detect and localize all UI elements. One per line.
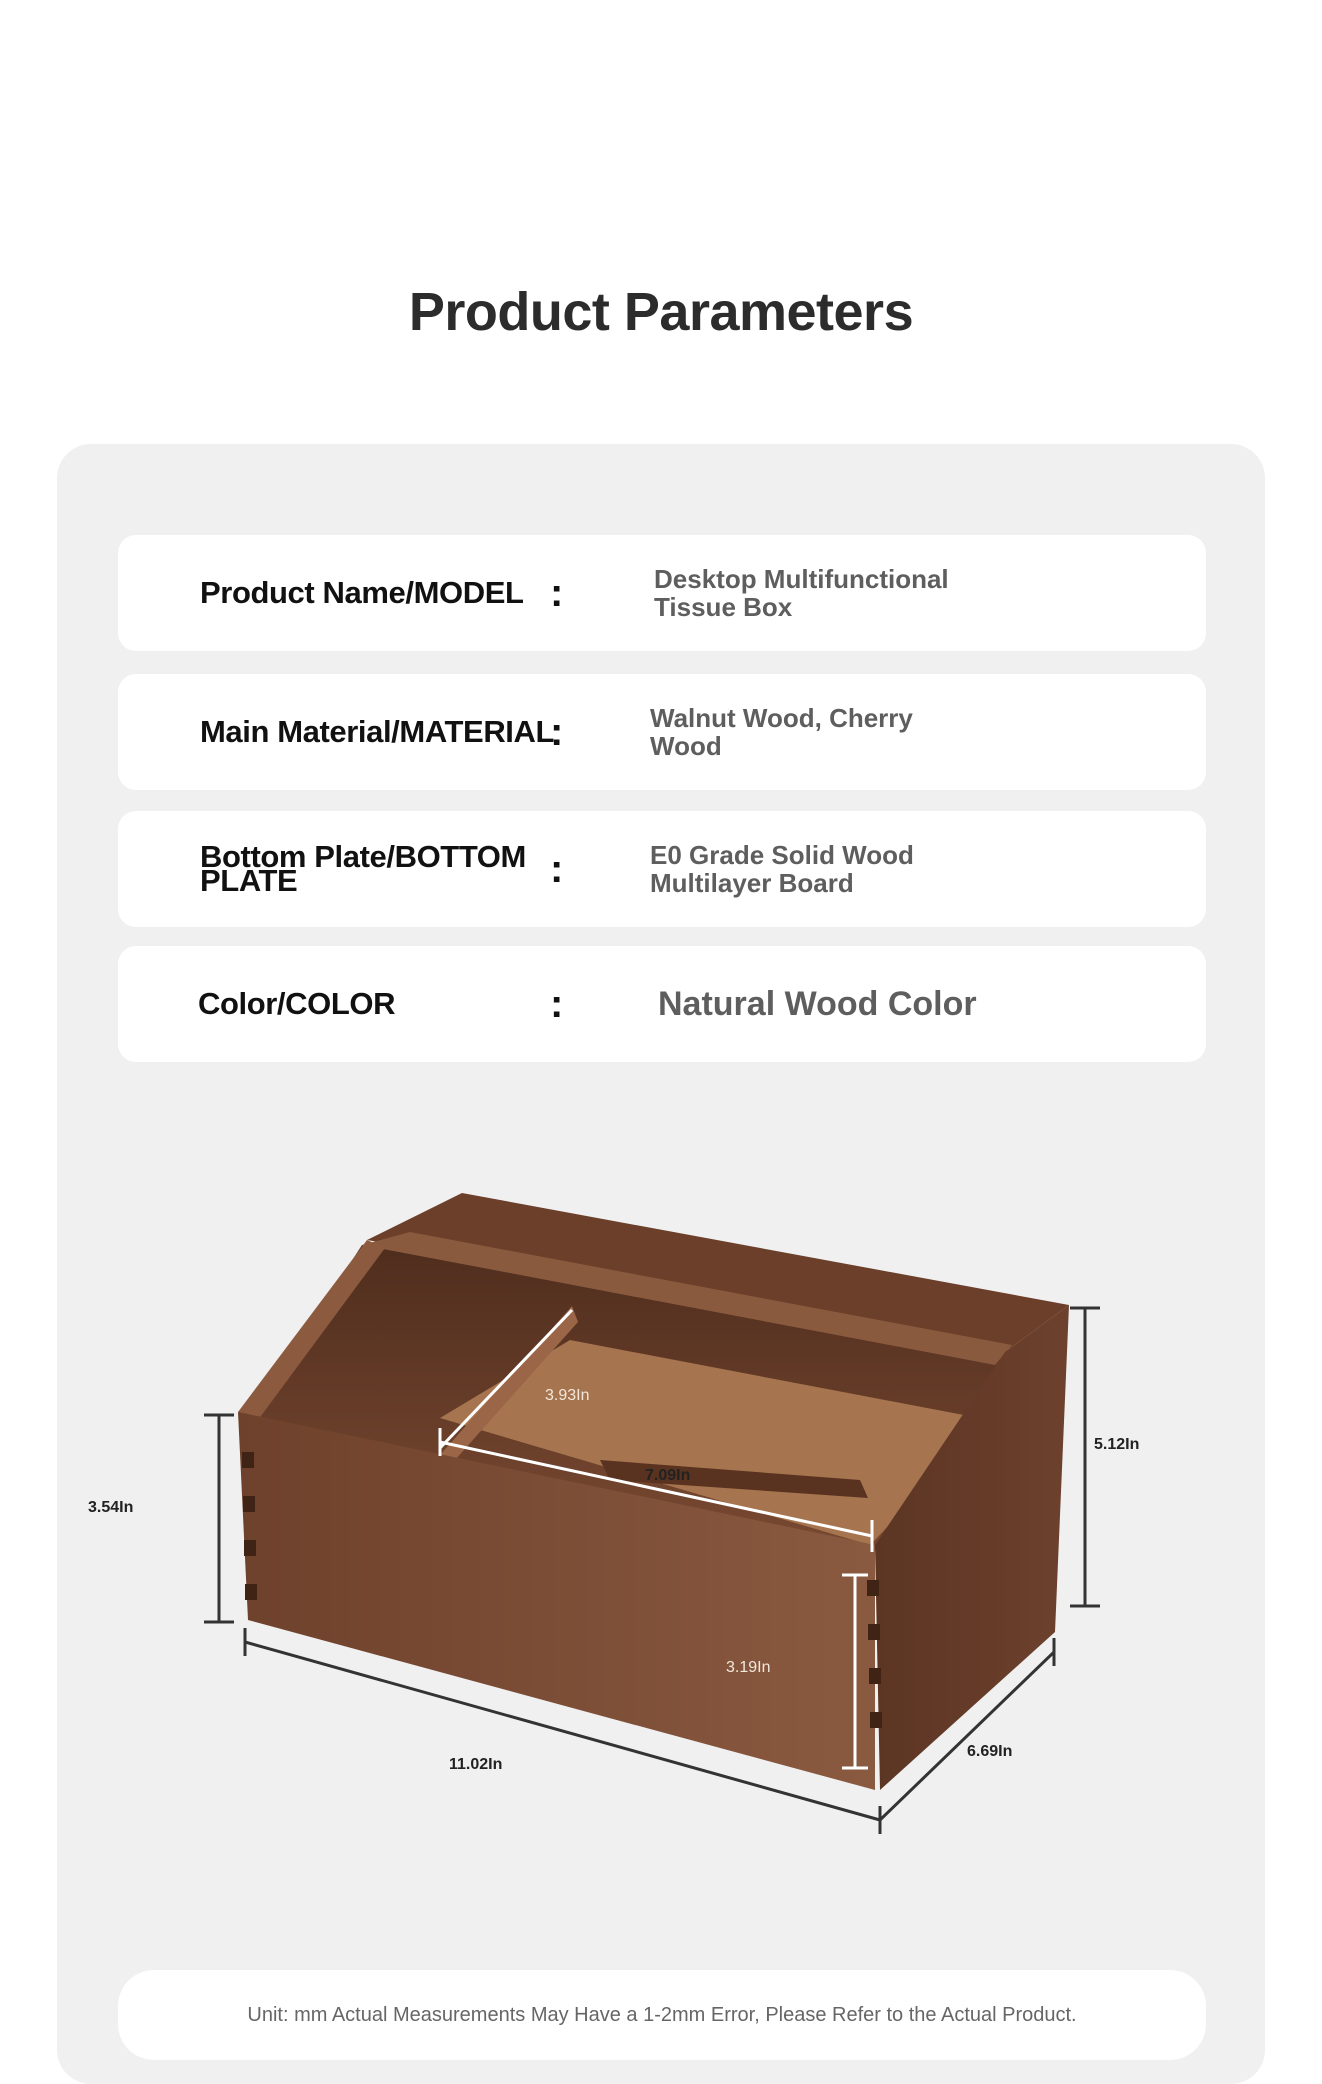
param-label: Product Name/MODEL: [200, 575, 524, 610]
param-colon: :: [550, 846, 564, 891]
param-colon: :: [550, 570, 564, 615]
param-label: Color/COLOR: [198, 986, 396, 1021]
param-value: Natural Wood Color: [658, 985, 977, 1023]
page-title: Product Parameters: [408, 282, 914, 342]
dim-length: 11.02In: [449, 1756, 503, 1773]
param-value: Walnut Wood, Cherry Wood: [650, 703, 913, 761]
dim-divider: 3.93In: [545, 1387, 590, 1404]
param-value: Desktop Multifunctional Tissue Box: [654, 564, 949, 622]
dim-opening: 7.09In: [645, 1467, 691, 1484]
param-value: E0 Grade Solid Wood Multilayer Board: [650, 840, 914, 898]
param-label: Main Material/MATERIAL: [200, 714, 555, 749]
param-colon: :: [550, 981, 564, 1026]
dim-front-height: 3.19In: [726, 1659, 771, 1676]
measurement-note: Unit: mm Actual Measurements May Have a 1-2mm Error, Please Refer to the Actual Product.: [118, 1970, 1206, 2060]
param-label: Bottom Plate/BOTTOM PLATE: [200, 839, 526, 898]
param-colon: :: [550, 709, 564, 754]
dim-height-left: 3.54In: [88, 1499, 134, 1516]
dim-depth: 6.69In: [967, 1743, 1013, 1760]
dim-height-right: 5.12In: [1094, 1436, 1140, 1453]
